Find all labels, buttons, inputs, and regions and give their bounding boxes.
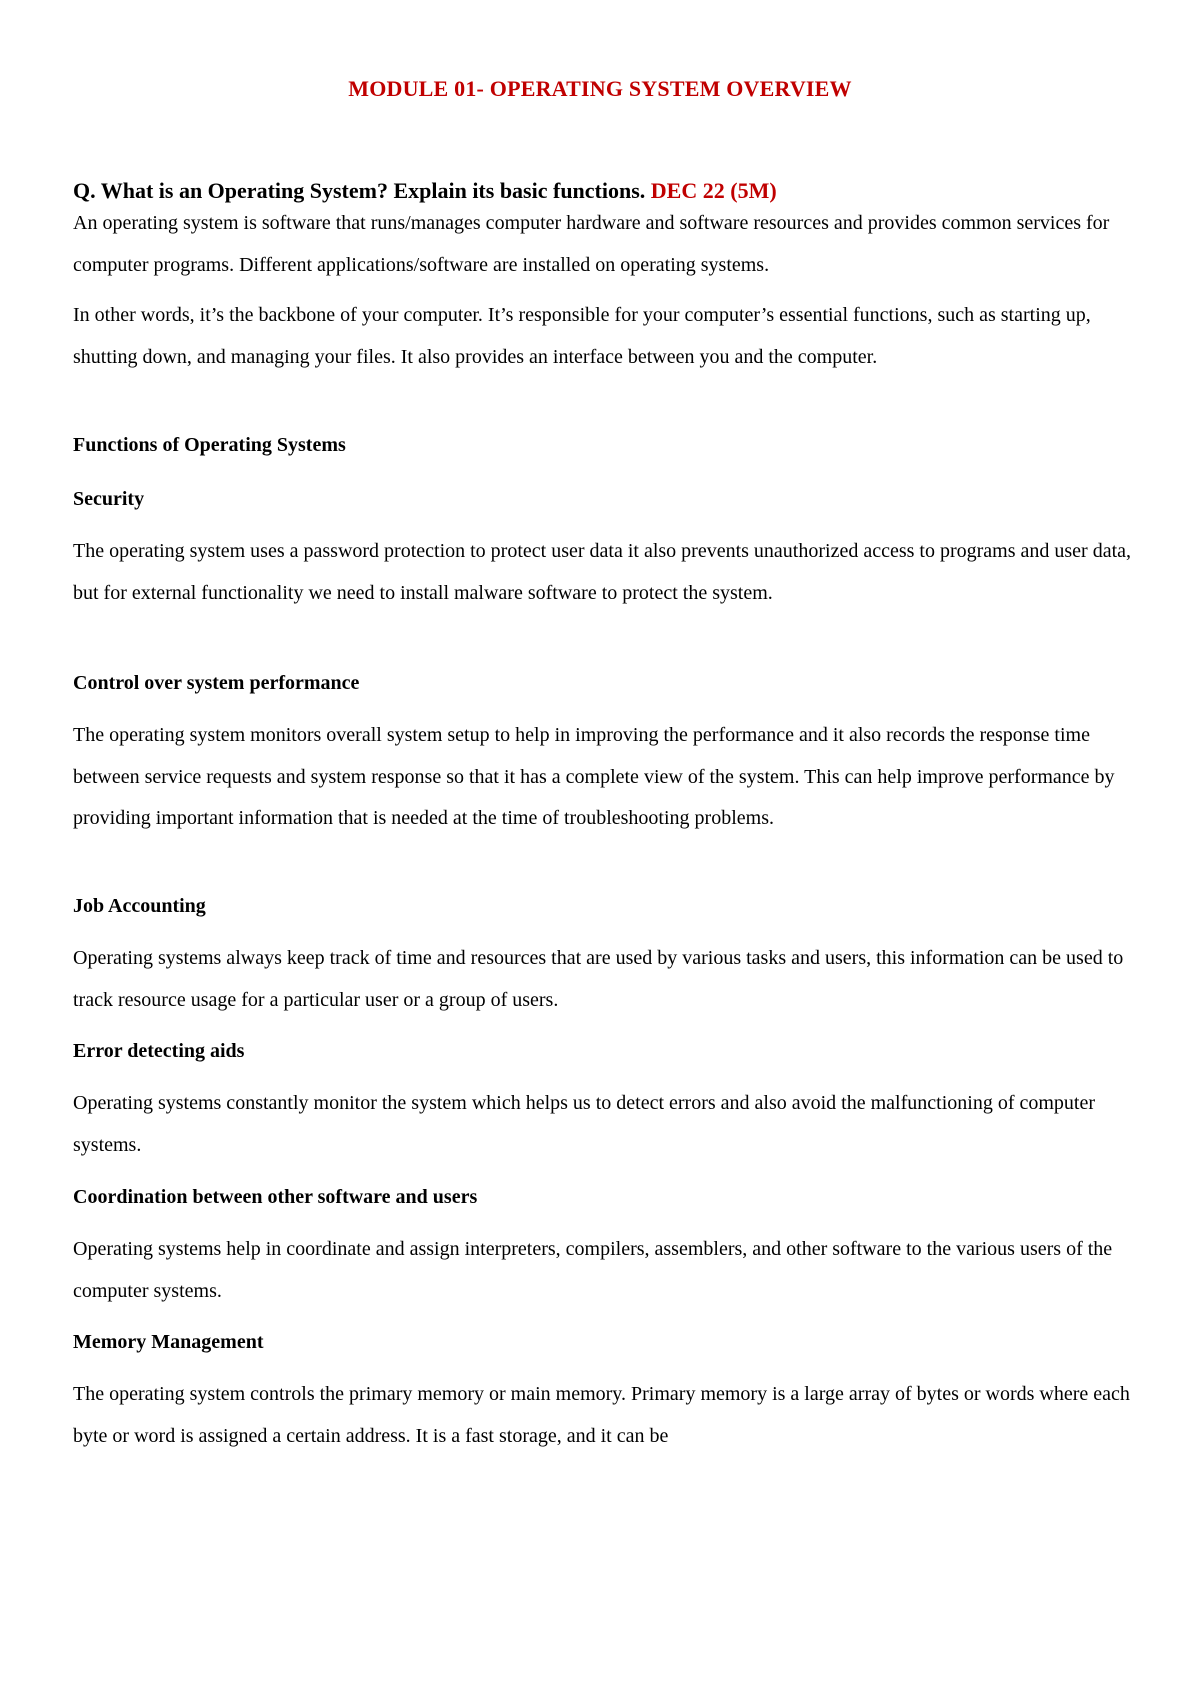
section-body-performance: The operating system monitors overall system setup to help in improving the performance and it also records the response time between service requests and system response so that it has a complete view of the system. This can help improve performance by providing important information that is needed at the time of troubleshooting problems. — [73, 724, 1115, 829]
section-heading-security: Security — [73, 488, 145, 510]
section-heading-memory: Memory Management — [73, 1331, 264, 1353]
question-tag: DEC 22 (5M) — [650, 178, 777, 203]
section-body-security: The operating system uses a password protection to protect user data it also prevents unauthorized access to programs and user data, but for external functionality we need to install malware software to protect the system. — [73, 540, 1132, 604]
intro-paragraph-1: An operating system is software that runs/manages computer hardware and software resources and provides common services for computer programs. Different applications/software are installed on operating systems. — [73, 212, 1110, 276]
section-heading-error-detecting: Error detecting aids — [73, 1040, 245, 1062]
question-text: Q. What is an Operating System? Explain its basic functions. — [73, 178, 646, 203]
functions-heading: Functions of Operating Systems — [73, 434, 346, 456]
section-heading-performance: Control over system performance — [73, 672, 360, 694]
section-body-coordination: Operating systems help in coordinate and assign interpreters, compilers, assemblers, and other software to the various users of the computer systems. — [73, 1238, 1113, 1302]
intro-paragraph-2: In other words, it’s the backbone of your computer. It’s responsible for your computer’s essential functions, such as starting up, shutting down, and managing your files. It also provides an interface between you and the computer. — [73, 304, 1091, 368]
section-body-error-detecting: Operating systems constantly monitor the system which helps us to detect errors and also avoid the malfunctioning of computer systems. — [73, 1092, 1096, 1156]
section-body-memory: The operating system controls the primary memory or main memory. Primary memory is a large array of bytes or words where each byte or word is assigned a certain address. It is a fast storage, and it can be — [73, 1383, 1130, 1447]
section-body-job-accounting: Operating systems always keep track of time and resources that are used by various tasks and users, this information can be used to track resource usage for a particular user or a group of users. — [73, 947, 1124, 1011]
section-heading-job-accounting: Job Accounting — [73, 895, 206, 917]
section-heading-coordination: Coordination between other software and users — [73, 1186, 478, 1208]
document-title: MODULE 01- OPERATING SYSTEM OVERVIEW — [348, 76, 852, 101]
question-heading — [73, 178, 777, 204]
